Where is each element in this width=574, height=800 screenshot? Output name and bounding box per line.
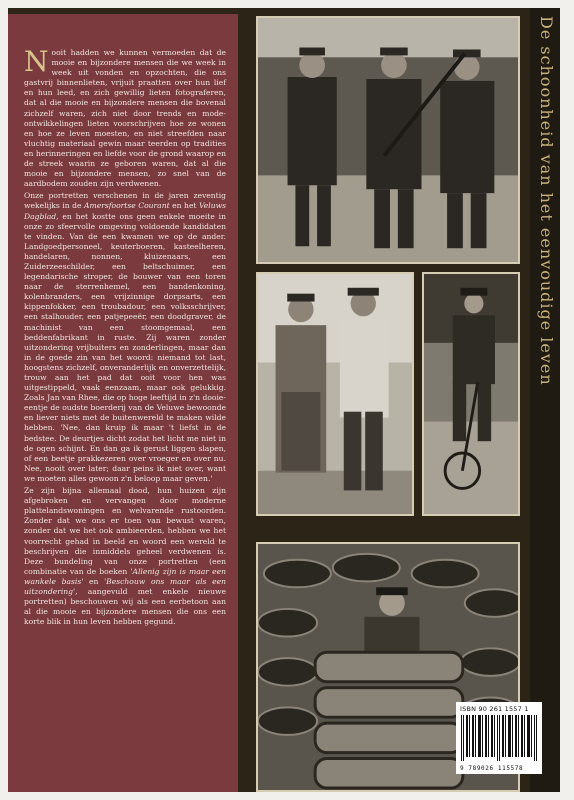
barcode-bars bbox=[460, 715, 538, 761]
paragraph-3-text-a: Ze zijn bijna allemaal dood, hun huizen zijn afgebroken en vervangen door moderne plattelandswoningen en welvarende rustoorden. Zonder dat we ons er toen van bewust waren, zonder dat we het ook ambieerden, hebben we het voorrecht gehad in beeld en woord een wereld te beschrijven die inmiddels geheel verdwenen is. Deze bundeling van onze portretten (een combinatie van de boeken bbox=[24, 486, 226, 576]
photo-elderly-couple-image bbox=[258, 274, 412, 514]
text-panel bbox=[8, 14, 238, 792]
photo-three-men-image bbox=[258, 18, 518, 262]
photo-man-bicycle bbox=[422, 272, 520, 516]
paragraph-2-text-b: en het bbox=[169, 201, 199, 211]
isbn-label: ISBN 90 261 1557 1 bbox=[460, 705, 529, 713]
paragraph-1-text: ooit hadden we kunnen vermoeden dat de mooie en bijzondere mensen die we week in week uit vonden en opzochten, die ons gastvrij binnenlieten, vrijuit praatten over hun lief en hun leed, en zich gewillig lieten fotograferen, dat al die mooie en bijzondere mensen die bovenal zichzelf waren, zich niet door trends en mode-ontwikkelingen lieten voorschrijven hoe ze wonen en hoe ze leven moesten, en niet streefden naar vluchtig materiaal gewin maar teerden op tradities en herinneringen en liefde voor de grond waarop en de streek waarin ze geboren waren, dat al die mooie en bijzondere mensen, zo snel van de aardbodem zouden zijn verdwenen. bbox=[24, 48, 226, 189]
drop-cap: N bbox=[24, 45, 49, 78]
paragraph-2 bbox=[24, 191, 226, 484]
paragraph-3-text-b: en bbox=[83, 576, 105, 586]
book-spine bbox=[530, 8, 560, 792]
book-title-2: 'Beschouw ons maar als een uitzondering' bbox=[24, 576, 226, 596]
photo-three-men bbox=[256, 16, 520, 264]
paragraph-2-text-c: , en het kostte ons geen enkele moeite in onze zo sfeervolle omgeving voldoende kandidaten te vinden. Van de een kwamen we op de ander. Landgoedpersoneel, keuterboeren, kasteelheren, handelaren, nonnen, kluizenaars, een Zuiderzeeschilder, een beltschuimer, een legendarische stroper, de bouwer van een toren naar de sterrenhemel, een bandenkoning, kolenbranders, een vrijzinnige dorpsarts, een kippenfokker, een troubadour, een volksschrijver, een stalhouder, een patjepeeër, een doodgraver, de machinist van een stoomgemaal, een beddenfabrikant in ruste. Zij waren zonder uitzondering vrijbuiters en zonderlingen, maar dan in de goede zin van het woord: niemand tot last, hoogstens zichzelf, onveranderlijk en onverzettelijk, trouw aan het pad dat ooit voor hen was uitgestippeld, vaak eenzaam, maar ook gelukkig. Zoals Jan van Rhee, die op hoge leeftijd in z'n dooie-eentje de oudste boerderij van de Veluwe bewoonde en liever niets met de buitenwereld te maken wilde hebben. 'Nee, dan kruip ik maar 't liefst in de bedstee. De deurtjes dicht zodat het licht me niet in de ogen schijnt. En dan ga ik gerust liggen slapen, of een beetje prakkezeren over vroeger en over nu. Nee, nooit over later; daar peins ik niet over, want we moeten alles gewoon z'n beloop maar geven.' bbox=[24, 211, 226, 483]
book-title-1: 'Allenig zijn is maar een wankele basis' bbox=[24, 566, 226, 586]
barcode-box bbox=[456, 702, 542, 774]
blurb-text bbox=[24, 45, 226, 627]
back-cover bbox=[8, 8, 560, 792]
photo-elderly-couple bbox=[256, 272, 414, 516]
spine-title: De schoonheid van het eenvoudige leven bbox=[537, 16, 556, 386]
ean-digits: 9 789026 115578 bbox=[460, 765, 524, 772]
paragraph-2-text-a: Onze portretten verschenen in de jaren zeventig wekelijks in de bbox=[24, 191, 226, 211]
paragraph-1 bbox=[24, 45, 226, 189]
paragraph-3-text-c: , aangevuld met enkele nieuwe portretten) beschouwen wij als een eerbetoon aan al die mooie en bijzondere mensen die ons een korte blik in hun leven hebben gegund. bbox=[24, 586, 226, 627]
newspaper-amersfoortse: Amersfoortse Courant bbox=[84, 201, 170, 211]
paragraph-3 bbox=[24, 486, 226, 627]
photo-man-bicycle-image bbox=[424, 274, 518, 514]
newspaper-veluws: Veluws Dagblad bbox=[24, 201, 226, 221]
